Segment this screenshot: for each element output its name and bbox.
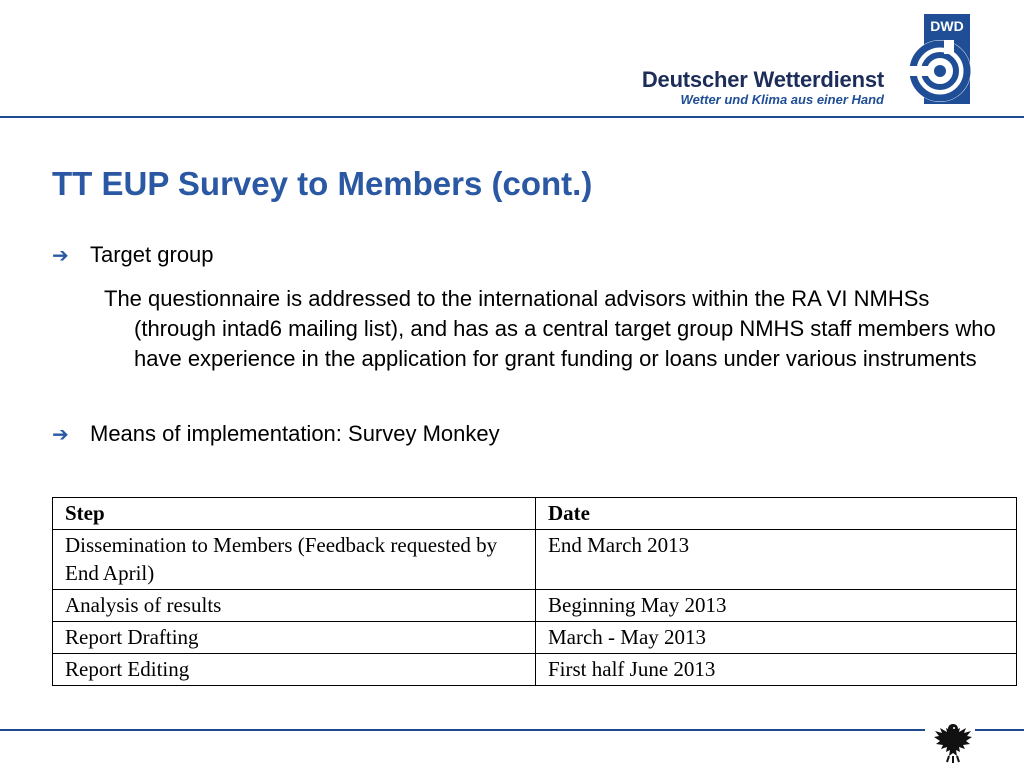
footer-divider-right (975, 729, 1024, 731)
date-cell: First half June 2013 (536, 654, 1017, 686)
table-row (53, 654, 1017, 686)
date-cell: March - May 2013 (536, 622, 1017, 654)
brand-name: Deutscher Wetterdienst (641, 67, 884, 92)
table-header-row (53, 498, 1017, 530)
dwd-logo-icon (898, 14, 974, 106)
federal-eagle-icon (932, 720, 974, 764)
bullet-item (52, 419, 500, 450)
table-row (53, 622, 1017, 654)
header-divider (0, 116, 1024, 118)
slide-title: TT EUP Survey to Members (cont.) (52, 165, 593, 202)
step-cell: Dissemination to Members (Feedback requested by End April) (53, 530, 536, 590)
date-cell: End March 2013 (536, 530, 1017, 590)
table-row (53, 590, 1017, 622)
step-cell: Report Drafting (53, 622, 536, 654)
logo-text: DWD (930, 18, 964, 34)
column-header-date: Date (536, 498, 1017, 530)
column-header-step: Step (53, 498, 536, 530)
table-row (53, 530, 1017, 590)
arrow-right-icon: ➔ (52, 245, 69, 267)
step-cell: Analysis of results (53, 590, 536, 622)
schedule-table (52, 497, 1017, 686)
footer-divider (0, 729, 925, 731)
arrow-right-icon: ➔ (52, 424, 69, 446)
bullet-item (52, 240, 214, 271)
bullet-text: Means of implementation: Survey Monkey (90, 421, 500, 446)
brand-block (642, 68, 884, 108)
bullet-text: Target group (90, 242, 214, 267)
date-cell: Beginning May 2013 (536, 590, 1017, 622)
brand-tagline: Wetter und Klima aus einer Hand (680, 92, 884, 107)
target-group-description: The questionnaire is addressed to the international advisors within the RA VI NMHSs (through intad6 mailing list), and has as a central target group NMHS staff members who have experience in the application for grant funding or loans under various instruments (104, 286, 996, 371)
step-cell: Report Editing (53, 654, 536, 686)
